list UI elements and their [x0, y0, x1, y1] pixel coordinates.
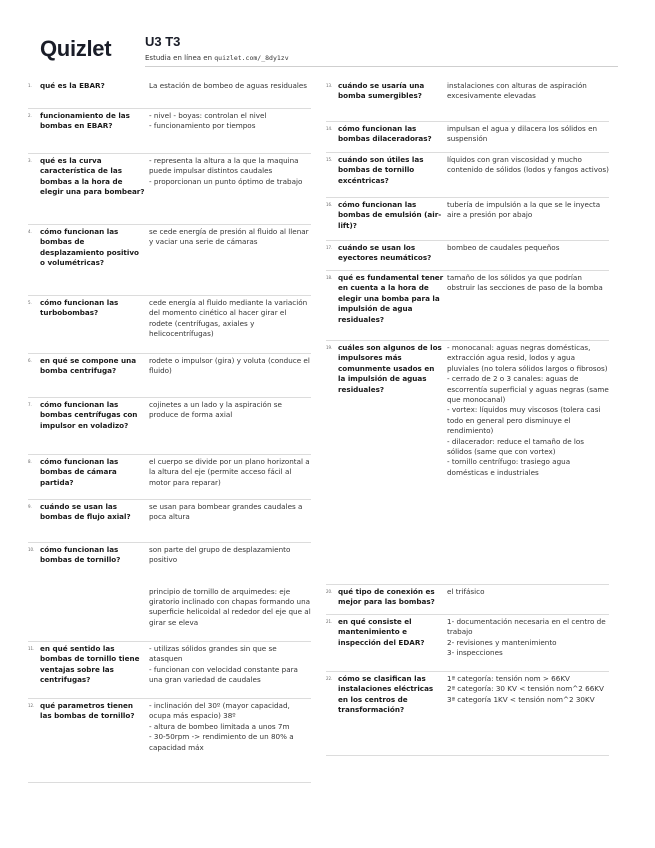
card-number: 17. [326, 245, 333, 250]
card-number: 20. [326, 589, 333, 594]
card-number: 5. [28, 300, 32, 305]
card-number: 7. [28, 402, 32, 407]
card-definition: líquidos con gran viscosidad y mucho contenido de sólidos (lodos y fangos activos) [447, 155, 609, 175]
flashcard [326, 341, 609, 585]
card-number: 18. [326, 275, 333, 280]
card-number: 16. [326, 202, 333, 207]
card-number: 6. [28, 358, 32, 363]
flashcard [28, 398, 311, 455]
card-definition: instalaciones con alturas de aspiración excesivamente elevadas [447, 81, 590, 101]
flashcard [28, 79, 311, 109]
card-definition: - representa la altura a la que la maquina puede impulsar distintos caudales - proporcionan un punto óptimo de trabajo [149, 156, 303, 186]
flashcard [28, 500, 311, 543]
card-definition: el trifásico [447, 587, 485, 596]
card-definition: impulsan el agua y dilacera los sólidos en suspensión [447, 124, 600, 144]
flashcard [326, 79, 609, 122]
card-definition: 1ª categoría: tensión nom > 66KV 2ª categoría: 30 KV < tensión nom^2 66KV 3ª categoría 1KV < tensión nom^2 30KV [447, 674, 604, 704]
header-divider [145, 66, 618, 67]
flashcard [28, 296, 311, 354]
flashcard [28, 225, 311, 296]
card-term: qué parametros tienen las bombas de tornillo? [40, 701, 135, 721]
card-number: 2. [28, 113, 32, 118]
card-number: 19. [326, 345, 333, 350]
flashcard [28, 154, 311, 225]
card-term: en qué se compone una bomba centrifuga? [40, 356, 137, 376]
card-number: 14. [326, 126, 333, 131]
card-number: 22. [326, 676, 333, 681]
card-term: cómo funcionan las bombas de emulsión (air-lift)? [338, 200, 442, 230]
card-definition: bombeo de caudales pequeños [447, 243, 560, 252]
card-definition: - nivel - boyas: controlan el nivel - funcionamiento por tiempos [149, 111, 267, 131]
card-term: cuándo se usan las bombas de flujo axial? [40, 502, 131, 522]
card-term: cómo funcionan las bombas de tornillo? [40, 545, 121, 565]
flashcard [326, 198, 609, 241]
card-term: cuándo son útiles las bombas de tornillo excéntricas? [338, 155, 424, 185]
flashcard [28, 543, 311, 642]
card-definition: rodete o impulsor (gira) y voluta (conduce el fluido) [149, 356, 313, 376]
card-term: cómo se clasifican las instalaciones eléctricas en los centros de transformación? [338, 674, 434, 715]
flashcard [326, 672, 609, 756]
flashcard [28, 109, 311, 154]
card-term: en qué sentido las bombas de tornillo tiene ventajas sobre las centrifugas? [40, 644, 140, 685]
right-column [326, 79, 609, 756]
flashcard [28, 642, 311, 699]
set-url[interactable]: quizlet.com/_8dy1zv [214, 54, 289, 62]
card-definition: son parte del grupo de desplazamiento positivo principio de tornillo de arquimedes: eje giratorio inclinado con chapas formando una superficie helicoidal al rededor del eje que al girar se eleva [149, 545, 311, 627]
card-term: cuándo se usaría una bomba sumergibles? [338, 81, 425, 101]
card-number: 8. [28, 459, 32, 464]
card-definition: se usan para bombear grandes caudales a poca altura [149, 502, 305, 522]
card-definition: tamaño de los sólidos ya que podrían obstruir las secciones de paso de la bomba [447, 273, 603, 293]
card-definition: - utilizas sólidos grandes sin que se atasquen - funcionan con velocidad constante para una gran variedad de caudales [149, 644, 298, 685]
card-definition: el cuerpo se divide por un plano horizontal a la altura del eje (permite acceso fácil al motor para reparar) [149, 457, 312, 487]
card-term: funcionamiento de las bombas en EBAR? [40, 111, 130, 131]
card-number: 4. [28, 229, 32, 234]
card-definition: - monocanal: aguas negras domésticas, extracción agua resid, lodos y agua pluviales (no tolera sólidos largos o fibrosos) - cerrado de 2 o 3 canales: aguas de escorrentía superficial y aguas negras (same que monocanal) - vortex: líquidos muy viscosos (tolera casi todo en general pero disminuye el rendimiento) - dilacerador: reduce el tamaño de los sólidos (same que con vortex) - tornillo centrífugo: trasiego agua domésticas e industriales [447, 343, 609, 477]
card-definition: se cede energía de presión al fluido al llenar y vaciar una serie de cámaras [149, 227, 311, 247]
card-term: cómo funcionan las bombas de cámara partida? [40, 457, 119, 487]
flashcard [326, 271, 609, 341]
card-number: 10. [28, 547, 35, 552]
card-term: cómo funcionan las bombas de desplazamiento positivo o volumétricas? [40, 227, 139, 268]
flashcard [326, 153, 609, 198]
card-term: cómo funcionan las turbobombas? [40, 298, 119, 318]
flashcard [326, 122, 609, 153]
flashcard [28, 354, 311, 398]
card-number: 3. [28, 158, 32, 163]
card-definition: 1- documentación necesaria en el centro de trabajo 2- revisiones y mantenimiento 3- inspecciones [447, 617, 606, 658]
study-online-subtitle [145, 54, 289, 63]
card-term: qué es fundamental tener en cuenta a la hora de elegir una bomba para la impulsión de agua residuales? [338, 273, 444, 324]
card-number: 21. [326, 619, 333, 624]
card-number: 11. [28, 646, 35, 651]
card-term: cómo funcionan las bombas dilaceradoras? [338, 124, 432, 144]
flashcard [28, 699, 311, 783]
flashcard [326, 585, 609, 615]
card-number: 13. [326, 83, 333, 88]
card-term: cómo funcionan las bombas centrífugas con impulsor en voladizo? [40, 400, 138, 430]
flashcard [326, 241, 609, 271]
card-definition: - inclinación del 30º (mayor capacidad, ocupa más espacio) 38º - altura de bombeo limitada a unos 7m - 30-50rpm -> rendimiento de un 80% a capacidad máx [149, 701, 294, 752]
card-term: qué es la curva característica de las bombas a la hora de elegir una para bombear? [40, 156, 145, 197]
card-number: 9. [28, 504, 32, 509]
card-term: en qué consiste el mantenimiento e inspección del EDAR? [338, 617, 425, 647]
card-number: 15. [326, 157, 333, 162]
header [40, 34, 618, 68]
card-term: qué tipo de conexión es mejor para las bombas? [338, 587, 435, 607]
card-number: 12. [28, 703, 35, 708]
card-definition: La estación de bombeo de aguas residuales [149, 81, 308, 90]
left-column [28, 79, 311, 783]
flashcard [326, 615, 609, 672]
card-definition: cede energía al fluido mediante la variación del momento cinético al hacer girar el rodete (centrífugas, axiales y helicocentrífugas) [149, 298, 310, 339]
quizlet-logo: Quizlet [40, 36, 112, 61]
card-definition: tubería de impulsión a la que se le inyecta aire a presión por abajo [447, 200, 603, 220]
subtitle-prefix: Estudia en línea en [145, 54, 215, 62]
card-term: cuándo se usan los eyectores neumáticos? [338, 243, 432, 263]
set-title: U3 T3 [145, 34, 181, 49]
card-definition: cojinetes a un lado y la aspiración se produce de forma axial [149, 400, 285, 420]
card-term: cuáles son algunos de los impulsores más comunmente usados en la impulsión de aguas residuales? [338, 343, 442, 394]
card-term: qué es la EBAR? [40, 81, 105, 90]
flashcard [28, 455, 311, 500]
card-number: 1. [28, 83, 32, 88]
